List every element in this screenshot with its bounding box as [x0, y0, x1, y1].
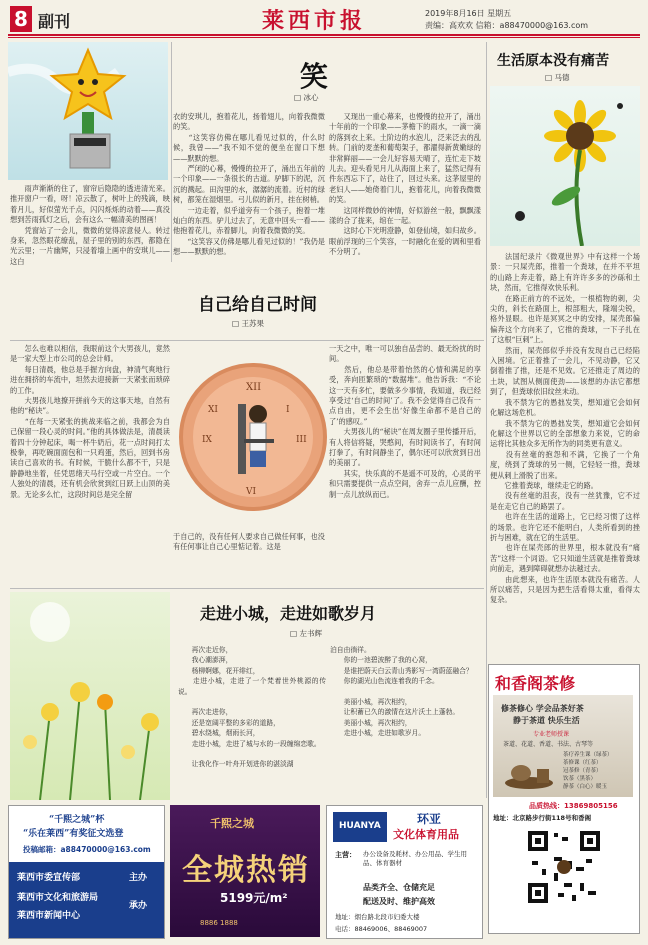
organizer-role: 主办 [129, 873, 148, 883]
poem-body: 再次走近你， 我心潮澎湃， 杨柳婀娜，花开绯红， 走进小城，走进了一个梵着世外桃源的传说。 再次走进你， 还是宽阔平整的多彩的道路， 碧水绕城，烟雨长河， 走进小城，走进了城与水的一段缠绵恋歌。 让我化作一叶舟开划进你的湛淡湖 [178, 646, 326, 769]
divider [10, 340, 484, 341]
clock-illustration [178, 344, 328, 530]
divider [486, 42, 487, 798]
byline-suffering: □ 马德 [545, 73, 570, 82]
qr-code [524, 827, 604, 907]
svg-text:XI: XI [208, 405, 218, 415]
article-body: 于自己的，没有任何人要求自己做任何事，也没有任何事让自己心里惦记着。这是 [173, 532, 325, 552]
svg-text:IX: IX [202, 435, 212, 445]
culture-brand: 环亚 [417, 812, 442, 826]
flower-field-illustration [10, 592, 170, 800]
tea-items: 茶道、花道、香道、书法、古琴等 [503, 741, 594, 748]
contest-title: “千熙之城”杯 [49, 815, 105, 825]
culture-main: 办公设备及耗材、办公用品、学生用品、体育器材 [363, 850, 467, 867]
organizer-role: 承办 [129, 901, 148, 911]
tea-hotline: 品质热线：13869805156 [529, 802, 618, 810]
header-rule [8, 34, 640, 36]
article-body: 雨声渐渐的住了，窗帘后隐隐的透进清光来。推开窗户一看，呀！凉云散了，树叶上的残滴，映着月儿，好似萤光千点，闪闪烁烁的动着——真没想到苦雨孤灯之后，会有这么一幅清美的图画！ 凭窗站了一会儿，微微的觉得凉意侵人。转过身来，忽然眼花缭乱，屋子里的别的东西，都隐在光云里；一片幽辉，只浸着墙上画中的安琪儿——这白 [10, 184, 170, 266]
tea-ad [488, 664, 640, 934]
svg-text:XII: XII [246, 382, 262, 393]
culture-logo [333, 812, 387, 842]
article-title-xiao: 笑 [300, 60, 329, 93]
star-flowerpot-illustration [8, 42, 168, 180]
culture-promo: 品类齐全、仓储充足 [363, 883, 435, 892]
svg-text:I: I [286, 405, 290, 415]
article-body: 衣的安琪儿，抱着花儿，扬着翅儿，向着我微微的笑。 “这笑容仿佛在哪儿看见过似的，什么时候，我曾——”我不知不觉的便坐在窗口下想——默默的想。 严闭的心幕，慢慢的拉开了，涌出五年前的一个印象——一条很长的古道。驴脚下的泥，沉沉的溅起。田沟里的水，潺潺的流着。近村的绿树，都笼在湿烟里。弓儿似的新月，挂在树梢。 一边走着，似乎道旁有一个孩子，抱着一堆灿白的东西。驴儿过去了，无意中回头一看——他抱着花儿，赤着脚儿，向着我微微的笑。 “这笑容又仿佛是哪儿看见过似的！”我仍是想——默默的想。 [173, 112, 325, 257]
divider [171, 42, 172, 262]
poem-body: 泊自由徜徉。 你的一池碧波醉了我的心窝， 是谁把蔚天白云青山秀影写一湾蔚蓝融合？ 你的湖光山色流连着我的千念。 美丽小城，再次相约， 让积蓄已久的激情在这片沃土上蓬勃。 美丽小城，再次相约， 走进小城，走进如歌岁月。 [330, 646, 473, 738]
tea-ad-illustration [493, 695, 633, 797]
article-body: 怎么也难以相信，我眼前这个大男孩儿，竟然是一家大型上市公司的总会计师。 每日清晨，他总是手握方向盘，神清气爽地行进在拥挤的车流中，坦然去迎接新一天紧张而琐碎的工作。 大男孩儿地撩开拼前今天的这事天地，自然有他的“秘诀”。 “在每一天紧张的挑战来临之前，我都会为自己保留一段心灵的时间。”他的具体做法是，清晨读着四十分钟起床，喝一杯牛奶后，花一点时间打太极拳，再吃碗面面包和一只鸡蛋，然后，回到书房读自己喜欢的书。有时候，干脆什么都不干，只是静静地坐着，任凭思绪天马行空或一片空白。一个人独处的清晨，还有机会欣赏到红日跃上山顶的美景。无论多么忙，这段时间总是完全留 [10, 344, 170, 499]
contest-email: 投稿邮箱：a88470000@163.com [23, 845, 151, 854]
article-title-suffering: 生活原本没有痛苦 [497, 53, 609, 69]
issue-date: 2019年8月16日 星期五 [425, 9, 512, 18]
star-icon [52, 50, 124, 118]
organizer-row: 莱西市文化和旅游局 [17, 893, 99, 903]
organizer-row: 莱西市委宣传部 [17, 873, 81, 883]
editor-info: 责编：高欢欢 信箱：a88470000@163.com [425, 21, 589, 30]
byline-town: □ 左书辉 [290, 629, 322, 638]
contest-subtitle: “乐在莱西”有奖征文选登 [23, 829, 124, 839]
tea-tag: 专业老师授课 [533, 731, 570, 738]
culture-title: 文化体育用品 [393, 828, 459, 841]
divider [10, 588, 484, 589]
section-title: 副刊 [38, 12, 71, 31]
culture-logo-text: HUANYA [339, 821, 381, 831]
culture-address: 地址：烟台路北段市妇委大楼 [335, 913, 420, 921]
realestate-slogan: 全城热销 [182, 853, 310, 888]
tea-list: 茶疗养生课（绿茶） 茶修课（红茶） 冠茶修（青茶） 饮茶（黑茶） 静茶（白心）暖玉 [563, 752, 613, 790]
tea-address: 地址：北京路步行街118号和香阁 [493, 814, 592, 822]
tea-ad-title: 和香阁茶修 [495, 674, 576, 693]
tea-slogan: 静于茶道 快乐生活 [513, 716, 580, 725]
realestate-ad [170, 805, 320, 937]
contest-ad [8, 805, 165, 939]
masthead: 莱西市报 [262, 8, 367, 34]
realestate-phone: 8886 1888 [200, 919, 238, 927]
byline-xiao: □ 冰心 [294, 93, 319, 102]
page-number: 8 [10, 6, 32, 32]
article-title-time: 自己给自己时间 [198, 295, 317, 315]
realestate-price: 5199元/m² [220, 891, 288, 905]
article-title-town: 走进小城，走进如歌岁月 [200, 604, 377, 623]
culture-promo: 配送及时、维护高效 [363, 897, 435, 906]
contest-organizers [9, 862, 164, 938]
svg-text:VI: VI [246, 487, 257, 497]
article-body: 法国纪录片《微观世界》中有这样一个场景：一只屎壳郎，推着一个粪球，在并不平坦的山路上奔走着，路上有许许多多的沙砾和土块，然而，它推得欢快乐利。 在路正前方的不远处，一根植物的刺，尖尖的，斜长在路面上，根部粗大，隆端尖锐，格外显眼。也许是冥冥之中的安排，屎壳郎偏偏奔这个方向来了，它推的粪球，一下子扎在了这根“巨刺”上。 然而，屎壳郎似乎并没有发现自己已经陷入困境。它正着推了一会儿，不见动静，它又倒着推了推，还是不见效。它还推走了周边的土块，试图从侧面使劲——该想的办法它都想到了，但粪球依旧纹丝未动。 我不禁为它的愚拙发笑，想知道它会如何化解这场危机。 我不禁为它的愚拙发笑，想知道它会如何化解这个世界以它的全部想象力来说，它的命运将比其他众多无所作为的同类更有意义。 没有丝毫的抱怨和不满，它换了一个角度，绕到了粪球的另一侧，它轻轻一推，粪球便从刺上滑脱了出来。 它推着粪球，继续走它的路。 没有丝毫的沮丧，没有一丝犹豫，它不过是在走它自己的路罢了。 也许在生活的道路上，它已经习惯了这样的场景。也许它还不能明白，人类所看到的挫折与困难，就在它的生活里。 也许在屎壳郎的世界里，根本就没有“痛苦”这样一个词语。它只知道生活就是推着粪球向前走，遇到障碍就想办法越过去。 由此想来，也许生活原本就没有痛苦。人所以痛苦，只是因为把生活看得太重，看得太复杂。 [490, 252, 640, 605]
article-body: 一天之中，唯一可以独自品尝的、最无纷扰的时间。 然后，他总是带着怡然的心情和满足的享受，奔向匝繁琐的“数据堆”。他告诉我：“不论这一天有多忙，要做多少事情，我知道，我已经享受过‘自己的时间’了。我不会觉得自己没有一点自由，更不会生出‘好像生命都不是自己的了’的感叹。” 大男孩儿的“秘诀”在周友圈子里传播开后，有人将信将疑，哭憨间，有时间读书了，有时间打拳了，有时间静坐了，偶尔还可以欣赏到日出的美丽了。 其实，快乐真的不是遥不可及的，心灵的平和只需要提供一点点空间，舍弃一点儿应酬，控制一点儿放纵而已。 [329, 344, 481, 499]
svg-text:III: III [296, 435, 307, 445]
header-rule-thin [8, 37, 640, 38]
byline-time: □ 王苏果 [232, 319, 264, 328]
culture-phone: 电话：88469006、88469007 [335, 925, 428, 933]
culture-main-label: 主营： [335, 851, 356, 859]
article-body: 又现出一重心幕来，也慢慢的拉开了，涌出十年前的一个印象——茅檐下的雨水，一滴一滴的落到衣上来。土阶边的水泡儿，泛来泛去的乱转。门前的麦垄和葡萄架子，都濯得新黄嫩绿的非常鲜丽——一会儿好容易天晴了，连忙走下坡儿去。迎头看见月儿从海面上来了，猛然记得有件东西忘下了，站住了，回过头来。这茅屋里的老妇人——她倚着门儿，抱着花儿，向着我微微的笑。 这同样微妙的神情，好似游丝一般，飘飘漾漾的合了拢来，绾在一起。 这时心下光明澄静，如登仙境，如归故乡。眼前浮现的三个笑容，一时融化在爱的调和里看不分明了。 [329, 112, 481, 257]
realestate-brand: 千熙之城 [210, 817, 254, 830]
culture-ad [326, 805, 483, 939]
tea-slogan: 修茶修心 学会品茶好茶 [501, 704, 584, 713]
sunflower-illustration [490, 86, 640, 246]
organizer-row: 莱西市新闻中心 [17, 911, 81, 921]
